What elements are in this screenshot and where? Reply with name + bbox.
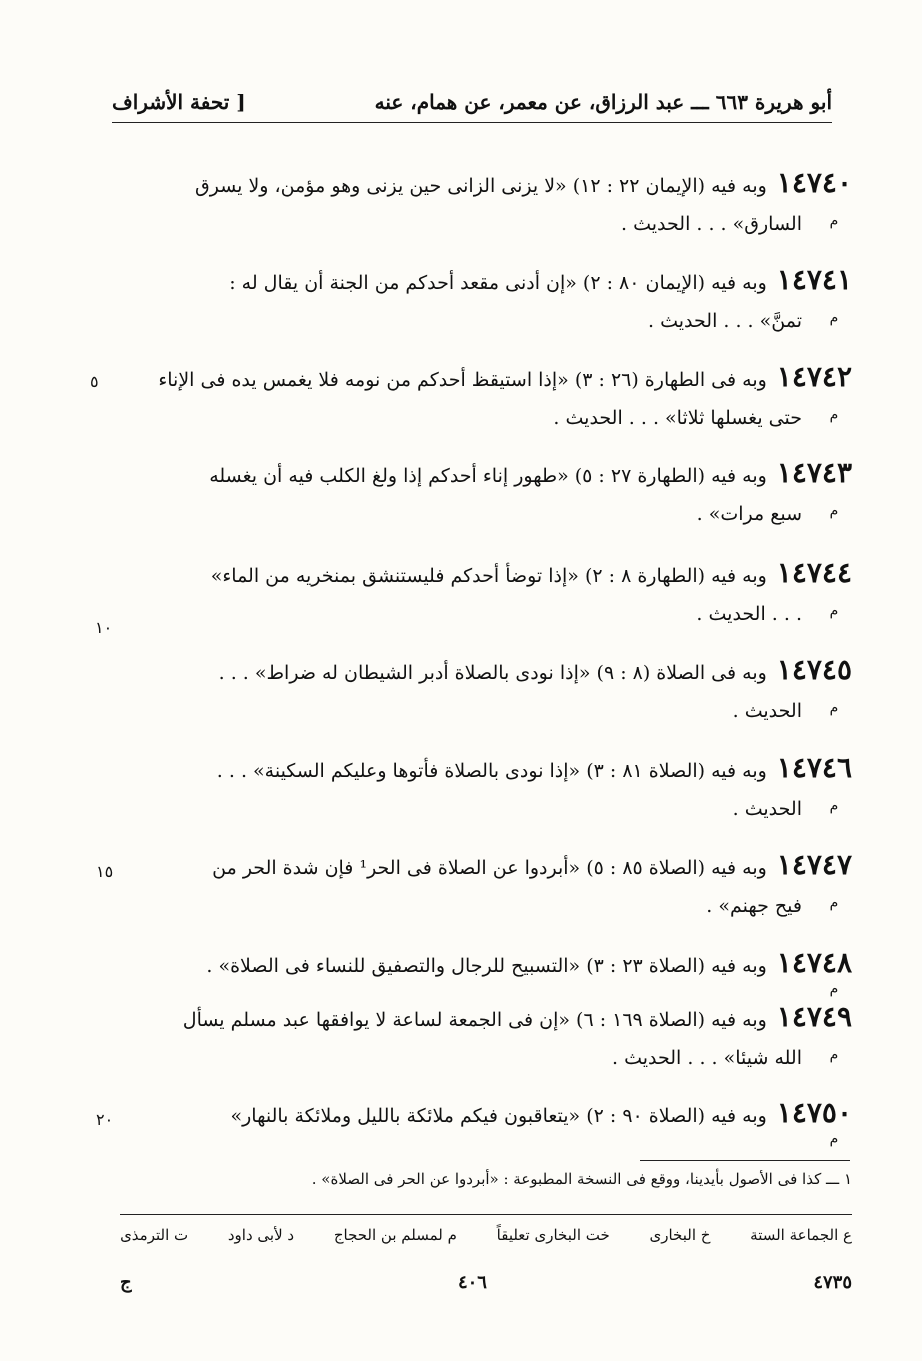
hadith-continuation: حتى يغسلها ثلاثا» . . . الحديث .: [553, 407, 802, 429]
hadith-continuation: . . . الحديث .: [696, 603, 802, 625]
hadith-number: ١٤٧٤٢: [776, 360, 852, 393]
abbreviation: م لمسلم بن الحجاج: [333, 1226, 457, 1244]
source-mark: م: [829, 603, 839, 619]
page-number: ٤٠٦: [457, 1272, 487, 1293]
hadith-entry: [95, 265, 852, 332]
source-mark: م: [829, 407, 839, 423]
page-footer: [120, 1272, 852, 1293]
hadith-continuation: تمنَّ» . . . الحديث .: [648, 310, 802, 332]
hadith-text: وبه فيه (الطهارة ٢٧ : ٥) «طهور إناء أحدكم إذا ولغ الكلب فيه أن يغسله: [209, 465, 767, 487]
hadith-text: وبه فى الطهارة (٢٦ : ٣) «إذا استيقظ أحدكم من نومه فلا يغمس يده فى الإناء: [158, 369, 767, 391]
abbreviation: د لأبى داود: [227, 1226, 295, 1244]
hadith-continuation: الحديث .: [732, 798, 802, 820]
footnote: ١ ـــ كذا فى الأصول بأيدينا، ووقع فى النسخة المطبوعة : «أبردوا عن الحر فى الصلاة» .: [311, 1170, 852, 1188]
hadith-number: ١٤٧٤٩: [776, 1000, 852, 1033]
hadith-text: وبه فيه (الطهارة ٨ : ٢) «إذا توضأ أحدكم فليستنشق بمنخريه من الماء»: [210, 565, 767, 587]
footer-hadith-range: ٤٧٣٥: [813, 1272, 852, 1293]
hadith-number: ١٤٧٤٠: [776, 166, 852, 199]
hadith-entry: [95, 362, 852, 429]
hadith-entry: [95, 168, 852, 235]
abbreviation: ت الترمذى: [120, 1226, 189, 1244]
hadith-entry: [95, 655, 852, 722]
source-mark: م: [829, 798, 839, 814]
page-header: [112, 82, 832, 123]
hadith-continuation: سبع مرات» .: [696, 503, 802, 525]
hadith-continuation: الحديث .: [732, 700, 802, 722]
source-mark: م: [829, 895, 839, 911]
hadith-text: وبه فيه (الإيمان ٨٠ : ٢) «إن أدنى مقعد أحدكم من الجنة أن يقال له :: [229, 272, 767, 294]
hadith-entry: [95, 458, 852, 525]
hadith-text: وبه فيه (الإيمان ٢٢ : ١٢) «لا يزنى الزانى حين يزنى وهو مؤمن، ولا يسرق: [194, 175, 767, 197]
hadith-number: ١٤٧٤٥: [776, 653, 852, 686]
hadith-entry: [95, 850, 852, 917]
signature-mark: ج: [120, 1272, 132, 1293]
margin-line-number: ١٥: [96, 862, 114, 881]
hadith-number: ١٤٧٥٠: [776, 1096, 852, 1129]
hadith-entry: [95, 1098, 852, 1147]
footnote-rule: [640, 1160, 850, 1161]
margin-line-number: ٥: [90, 372, 99, 391]
abbreviation: خت البخارى تعليقاً: [496, 1226, 610, 1244]
hadith-text: وبه فى الصلاة (٨ : ٩) «إذا نودى بالصلاة أدبر الشيطان له ضراط» . . .: [218, 662, 767, 684]
hadith-text: وبه فيه (الصلاة ٢٣ : ٣) «التسبيح للرجال والتصفيق للنساء فى الصلاة» .: [206, 955, 767, 977]
hadith-continuation: الله شيئا» . . . الحديث .: [612, 1047, 802, 1069]
header-book-name: [ تحفة الأشراف: [112, 90, 246, 114]
source-mark: م: [829, 310, 839, 326]
margin-line-number: ١٠: [95, 618, 113, 637]
margin-line-number: ٢٠: [96, 1110, 114, 1129]
hadith-entry: [95, 558, 852, 625]
source-mark: م: [829, 981, 839, 997]
source-mark: م: [829, 1131, 839, 1147]
hadith-number: ١٤٧٤٧: [776, 848, 852, 881]
hadith-number: ١٤٧٤٤: [776, 556, 852, 589]
hadith-text: وبه فيه (الصلاة ١٦٩ : ٦) «إن فى الجمعة لساعة لا يوافقها عبد مسلم يسأل: [182, 1009, 767, 1031]
hadith-number: ١٤٧٤١: [776, 263, 852, 296]
hadith-entry: [95, 1002, 852, 1069]
abbreviation: ع الجماعة الستة: [750, 1226, 852, 1244]
abbreviations-key: [120, 1214, 852, 1255]
source-mark: م: [829, 503, 839, 519]
source-mark: م: [829, 700, 839, 716]
hadith-text: وبه فيه (الصلاة ٨١ : ٣) «إذا نودى بالصلاة فأتوها وعليكم السكينة» . . .: [216, 760, 767, 782]
header-title: أبو هريرة ٦٦٣ ـــ عبد الرزاق، عن معمر، عن همام، عنه: [374, 90, 832, 114]
hadith-number: ١٤٧٤٨: [776, 946, 852, 979]
hadith-text: وبه فيه (الصلاة ٨٥ : ٥) «أبردوا عن الصلاة فى الحر¹ فإن شدة الحر من: [212, 857, 767, 879]
source-mark: م: [829, 1047, 839, 1063]
hadith-number: ١٤٧٤٦: [776, 751, 852, 784]
hadith-text: وبه فيه (الصلاة ٩٠ : ٢) «يتعاقبون فيكم ملائكة بالليل وملائكة بالنهار»: [230, 1105, 767, 1127]
source-mark: م: [829, 213, 839, 229]
hadith-continuation: فيح جهنم» .: [706, 895, 802, 917]
hadith-entry: [95, 948, 852, 997]
abbreviation: خ البخارى: [649, 1226, 711, 1244]
hadith-number: ١٤٧٤٣: [776, 456, 852, 489]
hadith-continuation: السارق» . . . الحديث .: [621, 213, 802, 235]
hadith-entry: [95, 753, 852, 820]
